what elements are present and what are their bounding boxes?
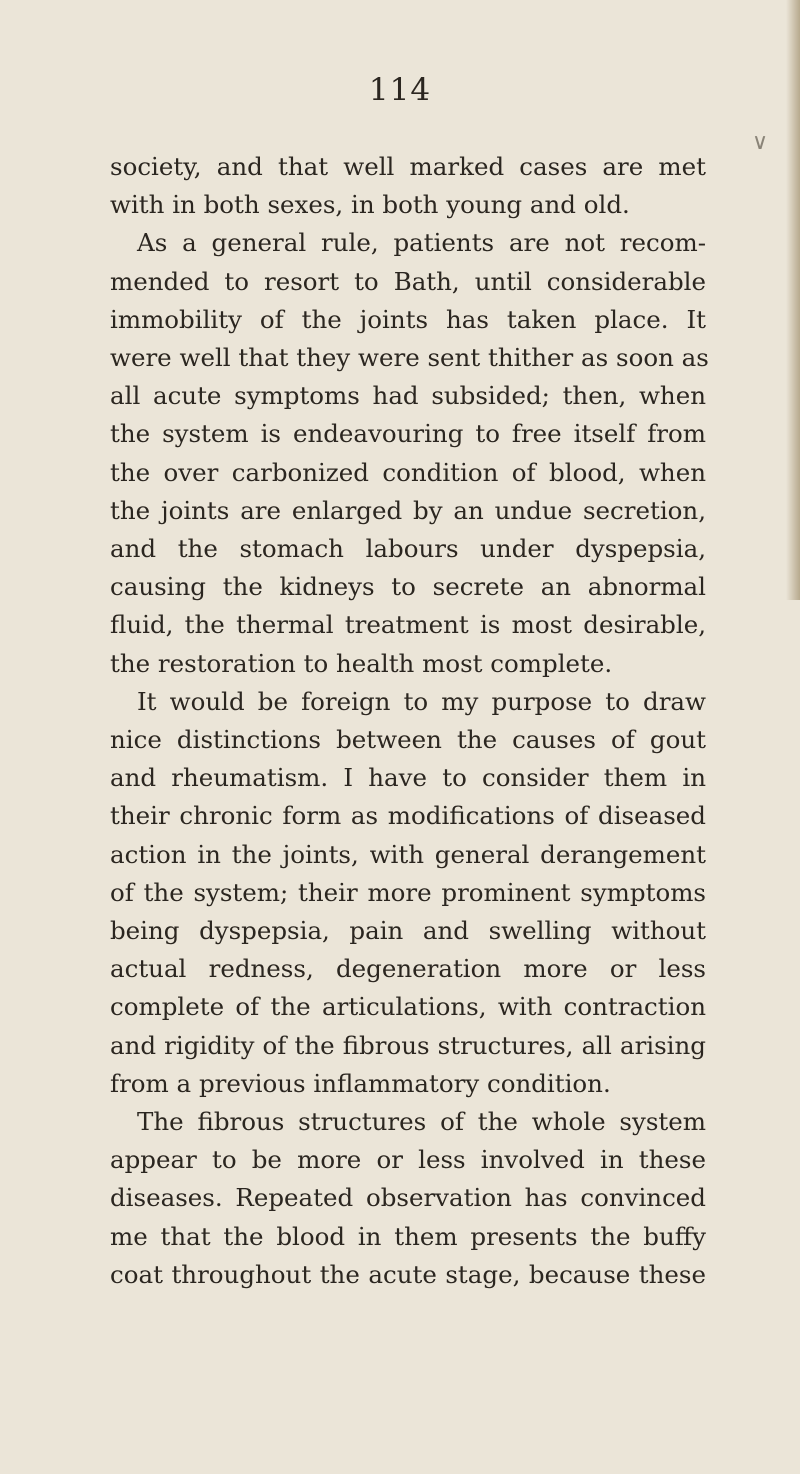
text-line: the restoration to health most complete. (110, 648, 613, 678)
text-line: The fibrous structures of the whole system (137, 1107, 706, 1137)
body-text (110, 148, 709, 1294)
text-line: the joints are enlarged by an undue secretion, (110, 495, 706, 525)
text-line: coat throughout the acute stage, because these (110, 1259, 706, 1289)
text-line: with in both sexes, in both young and old. (110, 190, 630, 220)
text-line: It would be foreign to my purpose to draw (137, 686, 706, 716)
margin-check-mark: ∨ (752, 130, 769, 155)
page-number: 114 (368, 72, 432, 108)
text-line: and rheumatism. I have to consider them in (110, 763, 706, 793)
text-line: all acute symptoms had subsided; then, when (110, 381, 706, 411)
text-line: their chronic form as modifications of diseased (110, 801, 706, 831)
text-line: and the stomach labours under dyspepsia, (110, 534, 706, 564)
text-line: were well that they were sent thither as soon as (110, 343, 709, 373)
text-line: causing the kidneys to secrete an abnormal (110, 572, 706, 602)
text-line: society, and that well marked cases are met (110, 152, 706, 181)
text-line: of the system; their more prominent symptoms (110, 877, 706, 907)
text-line: immobility of the joints has taken place. It (110, 304, 706, 334)
text-line: diseases. Repeated observation has convinced (110, 1183, 706, 1213)
text-line: As a general rule, patients are not recom- (137, 228, 706, 258)
text-line: nice distinctions between the causes of gout (110, 725, 706, 755)
text-line: actual redness, degeneration more or less (110, 954, 706, 984)
text-line: the system is endeavouring to free itself from (110, 419, 706, 449)
text-line: mended to resort to Bath, until considerable (110, 266, 706, 296)
text-line: and rigidity of the fibrous structures, all arising (110, 1030, 706, 1060)
text-line: from a previous inflammatory condition. (110, 1068, 611, 1098)
text-line: fluid, the thermal treatment is most desirable, (110, 610, 706, 640)
text-line: appear to be more or less involved in these (110, 1145, 706, 1175)
text-line: the over carbonized condition of blood, when (110, 457, 706, 487)
text-line: action in the joints, with general derangement (110, 839, 706, 869)
text-line: being dyspepsia, pain and swelling without (110, 916, 706, 946)
text-line: me that the blood in them presents the buffy (110, 1221, 706, 1251)
text-line: complete of the articulations, with contraction (110, 992, 706, 1022)
